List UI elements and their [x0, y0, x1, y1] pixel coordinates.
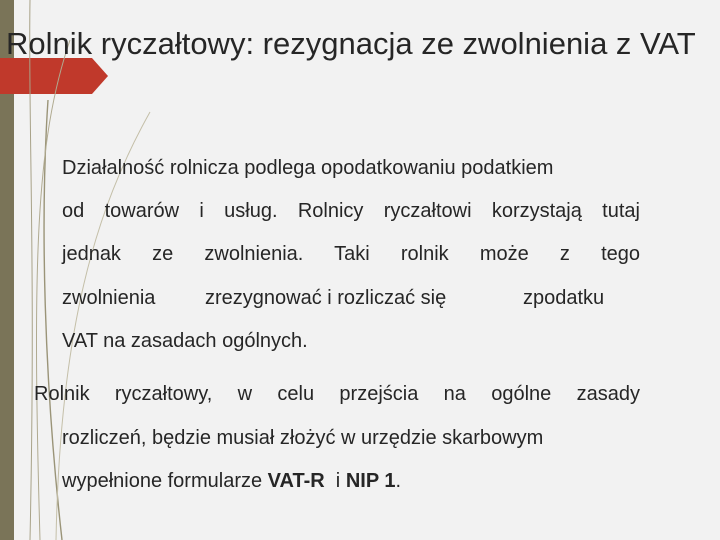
paragraph2-line3-end: .: [395, 470, 402, 492]
paragraph2-line3-pre: wypełnione formularze: [62, 470, 268, 492]
vat-r-form: VAT-R: [267, 470, 325, 492]
paragraph1-line4c: zpodatku: [523, 287, 605, 309]
paragraph2-line3-mid: i: [324, 470, 346, 492]
paragraph1-line4b: zrezygnować i rozliczać się: [205, 287, 447, 309]
paragraph2-line1: Rolnik ryczałtowy, w celu przejścia na ogólne zasady: [34, 383, 640, 405]
nip-1-form: NIP 1: [345, 470, 396, 492]
paragraph1-line5: VAT na zasadach ogólnych.: [62, 330, 308, 352]
paragraph1-line1: Działalność rolnicza podlega opodatkowaniu podatkiem: [62, 157, 554, 179]
paragraph2-line2: rozliczeń, będzie musiał złożyć w urzędzie skarbowym: [62, 427, 544, 449]
paragraph1-line3: jednak ze zwolnienia. Taki rolnik może z tego: [62, 243, 640, 265]
paragraph1-line2: od towarów i usług. Rolnicy ryczałtowi korzystają tutaj: [62, 200, 640, 222]
paragraph1-line4a: zwolnienia: [62, 287, 156, 309]
paragraph2-line3: [62, 470, 401, 493]
slide-title: Rolnik ryczałtowy: rezygnacja ze zwolnienia z VAT: [6, 26, 696, 61]
